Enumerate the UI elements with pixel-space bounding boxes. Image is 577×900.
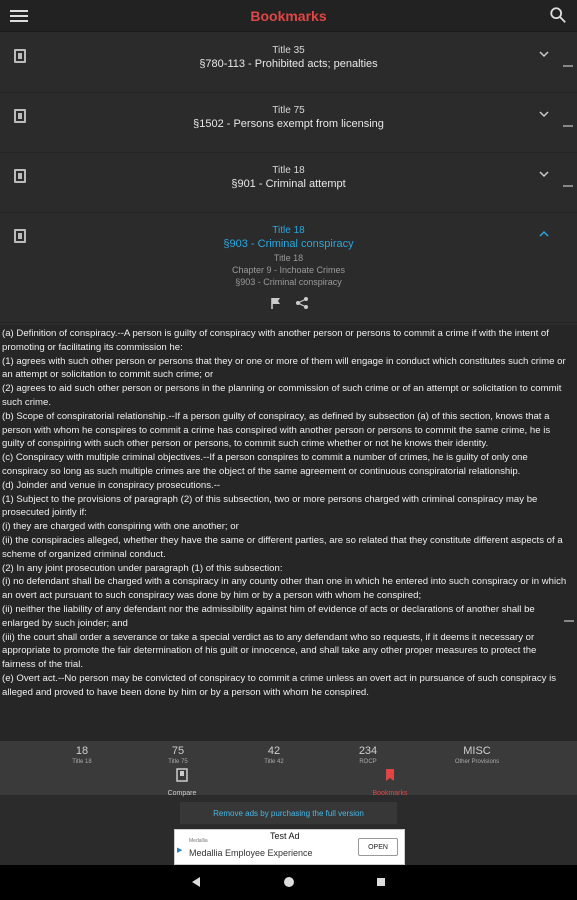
ad-open-button[interactable]: OPEN [358,838,398,856]
law-paragraph: (1) agrees with such other person or persons that they or one or more of them will engage in conduct which constitutes such crime or an attempt or solicitation to commit such crime; or [2,355,566,381]
law-paragraph: (d) Joinder and venue in conspiracy prosecutions.-- [2,479,221,491]
tab-label: Title 18 [72,759,92,765]
home-icon[interactable] [282,875,296,889]
menu-icon[interactable] [10,8,28,24]
compare-label: Compare [167,790,197,797]
tab-label: Title 42 [264,759,284,765]
share-icon[interactable] [295,296,309,310]
recents-icon[interactable] [374,875,388,889]
search-icon[interactable] [549,6,567,24]
compare-button[interactable] [137,768,227,799]
law-paragraph: (c) Conspiracy with multiple criminal objectives.--If a person conspires to commit a number of crimes, he is guilty of only one conspiracy so long as such multiple crimes are the object of the same agreement or continuous conspiratorial relationship. [2,452,528,477]
bookmark-section: §1502 - Persons exempt from licensing [193,118,384,130]
bookmarks-label: Bookmarks [372,790,408,797]
bookmark-title: Title 75 [272,105,305,116]
ad-banner[interactable] [174,829,405,865]
bookmark-item-expanded[interactable] [0,213,577,323]
law-paragraph: (2) In any joint prosecution under paragraph (1) of this subsection: [2,562,283,574]
bookmark-item[interactable] [0,153,577,213]
drag-handle[interactable] [563,65,573,67]
bookmark-section: §903 - Criminal conspiracy [223,238,354,250]
tab-label: ROCP [359,759,377,765]
tab-number: 75 [171,745,185,757]
bookmarks-button[interactable] [345,768,435,799]
bookmark-list [0,33,577,323]
back-icon[interactable] [189,875,203,889]
bookmark-icon [383,768,397,782]
statute-text [0,325,577,741]
tab-title-75[interactable] [138,741,218,766]
drag-handle[interactable] [563,125,573,127]
system-nav-bar [0,865,577,900]
tab-number: 18 [75,745,89,757]
tab-label: Other Provisions [454,759,500,765]
bookmark-title: Title 18 [272,165,305,176]
flag-icon[interactable] [269,296,283,310]
detail-section: §903 - Criminal conspiracy [235,277,342,287]
law-paragraph: (ii) neither the liability of any defendant nor the admissibility against him of evidence of acts or declarations of another shall be enlarged by such joinder; and [2,603,535,629]
tab-number: 234 [358,745,378,757]
tab-title-42[interactable] [234,741,314,766]
law-paragraph: (b) Scope of conspiratorial relationship.--If a person guilty of conspiracy, as defined by subsection (a) of this section, knows that a person with whom he conspires to commit a crime has conspired with another person or persons to commit the same crime, he is guilty of conspiring with such other person or persons, to commit such crime whether or not he knows their identity. [2,410,551,450]
ad-tag: Test Ad [270,831,300,841]
detail-title: Title 18 [273,253,304,263]
bookmark-item[interactable] [0,93,577,153]
law-paragraph: (2) agrees to aid such other person or persons in the planning or commission of such crime or of an attempt or solicitation to commit such crime. [2,383,562,408]
tab-number: MISC [463,745,491,757]
drag-handle[interactable] [563,185,573,187]
tab-misc[interactable] [437,741,517,766]
chevron-down-icon[interactable] [539,49,549,59]
law-paragraph: (e) Overt act.--No person may be convicted of conspiracy to commit a crime unless an overt act in pursuance of such conspiracy is alleged and proved to have been done by him or by a person with whom he conspired. [2,672,557,698]
tab-rocp[interactable] [328,741,408,766]
tab-number: 42 [267,745,281,757]
chevron-up-icon[interactable] [539,229,549,239]
chevron-down-icon[interactable] [539,169,549,179]
bookmark-details [0,252,577,288]
ad-headline: Medallia Employee Experience [189,848,313,858]
bookmark-item[interactable] [0,33,577,93]
bookmark-title: Title 35 [272,45,305,56]
ad-advertiser: Medallia [189,838,208,844]
tab-label: Title 75 [168,759,188,765]
drag-handle[interactable] [564,620,574,622]
law-paragraph: (iii) the court shall order a severance or take a special verdict as to any defendant who so requests, if it deems it necessary or appropriate to promote the fair determination of his guilt or innocence, and shall take any other proper measures to protect the fairness of the trial. [2,631,537,671]
law-paragraph: (i) they are charged with conspiring with one another; or [2,521,239,533]
law-paragraph: (a) Definition of conspiracy.--A person is guilty of conspiracy with another person or persons to commit a crime if with the intent of promoting or facilitating its commission he: [2,328,549,353]
page-title: Bookmarks [250,7,327,24]
tab-title-18[interactable] [42,741,122,766]
bookmark-section: §780-113 - Prohibited acts; penalties [199,58,378,70]
bookmark-section: §901 - Criminal attempt [231,178,346,190]
law-paragraph: (ii) the conspiracies alleged, whether they have the same or different parties, are so related that they constitute different aspects of a scheme of organized criminal conduct. [2,534,563,560]
law-paragraph: (i) no defendant shall be charged with a conspiracy in any county other than one in which he entered into such conspiracy or in which an overt act pursuant to such conspiracy was done by him or by a person with whom he conspired; [2,576,567,602]
app-bar [0,0,577,32]
detail-chapter: Chapter 9 - Inchoate Crimes [231,265,346,275]
bookmark-title: Title 18 [272,225,305,236]
remove-ads-button[interactable]: Remove ads by purchasing the full version [180,802,397,824]
chevron-down-icon[interactable] [539,109,549,119]
law-paragraph: (1) Subject to the provisions of paragraph (2) of this subsection, two or more persons charged with criminal conspiracy may be prosecuted jointly if: [2,493,538,519]
compare-icon [175,768,189,782]
adchoices-icon[interactable]: ▶ [177,847,183,854]
bottom-nav [0,768,577,795]
